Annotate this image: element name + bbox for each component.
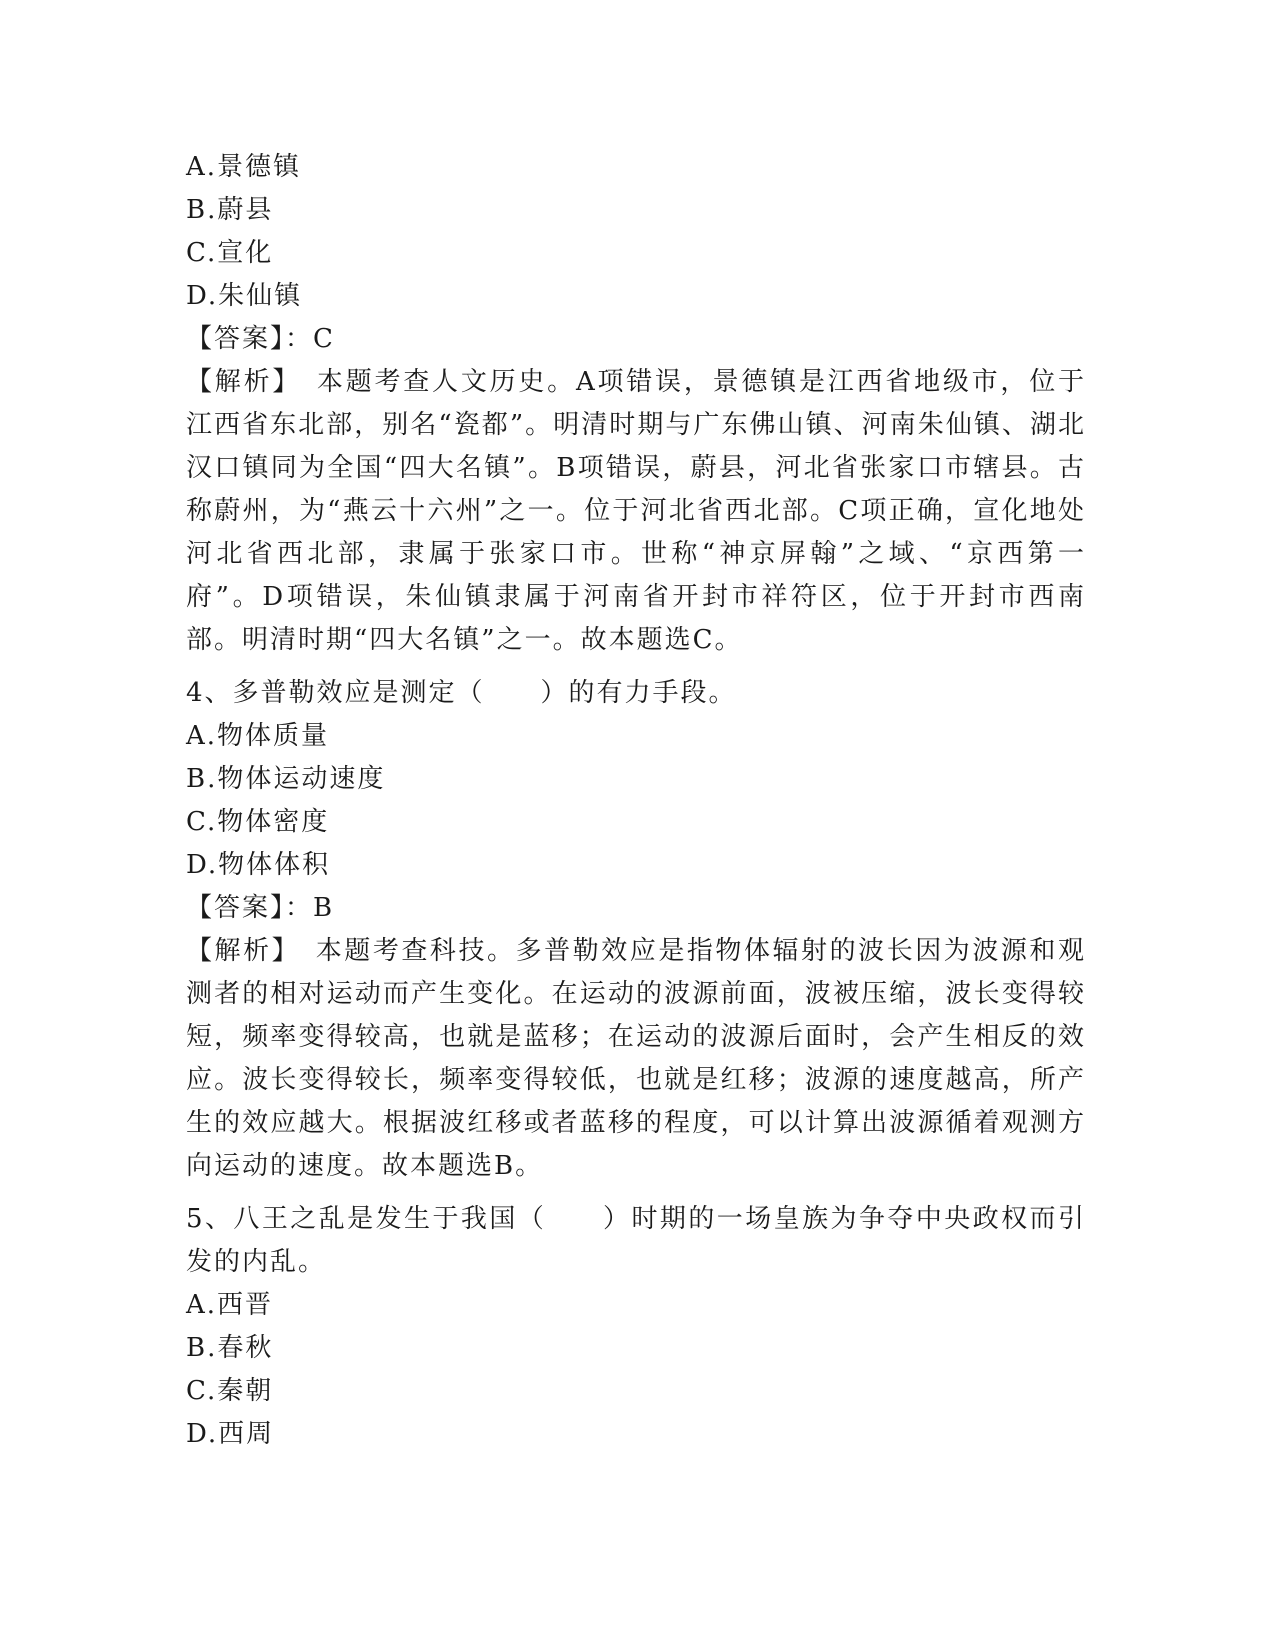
explanation-paragraph: 【解析】 本题考查科技。多普勒效应是指物体辐射的波长因为波源和观测者的相对运动而产生变化。在运动的波源前面，波被压缩，波长变得较短，频率变得较高，也就是蓝移；在运动的波源后面时，会产生相反的效应。波长变得较长，频率变得较低，也就是红移；波源的速度越高，所产生的效应越大。根据波红移或者蓝移的程度，可以计算出波源循着观测方向运动的速度。故本题选B。 [186,936,1086,1181]
option-c: C.秦朝 [186,1376,274,1406]
option-d: D.西周 [186,1419,275,1449]
option-c: C.物体密度 [186,807,330,837]
option-a: A.景德镇 [186,152,302,182]
question-stem: 5、八王之乱是发生于我国（ ）时期的一场皇族为争夺中央政权而引发的内乱。 [186,1204,1086,1277]
answer-line: 【答案】：C [186,324,335,354]
document-page [186,146,1086,1456]
explanation-paragraph: 【解析】 本题考查人文历史。A项错误，景德镇是江西省地级市，位于江西省东北部，别名“瓷都”。明清时期与广东佛山镇、河南朱仙镇、湖北汉口镇同为全国“四大名镇”。B项错误，蔚县，河北省张家口市辖县。古称蔚州，为“燕云十六州”之一。位于河北省西北部。C项正确，宣化地处河北省西北部，隶属于张家口市。世称“神京屏翰”之域、“京西第一府”。D项错误，朱仙镇隶属于河南省开封市祥符区，位于开封市西南部。明清时期“四大名镇”之一。故本题选C。 [186,367,1086,655]
option-b: B.春秋 [186,1333,274,1363]
option-d: D.物体体积 [186,850,331,880]
question-4-block [186,672,1086,1188]
option-b: B.蔚县 [186,195,274,225]
option-d: D.朱仙镇 [186,281,303,311]
option-c: C.宣化 [186,238,274,268]
question-stem: 4、多普勒效应是测定（ ）的有力手段。 [186,678,737,708]
option-a: A.物体质量 [186,721,330,751]
option-b: B.物体运动速度 [186,764,386,794]
option-a: A.西晋 [186,1290,274,1320]
question-3-block [186,146,1086,662]
question-5-block [186,1198,1086,1456]
answer-line: 【答案】：B [186,893,335,923]
